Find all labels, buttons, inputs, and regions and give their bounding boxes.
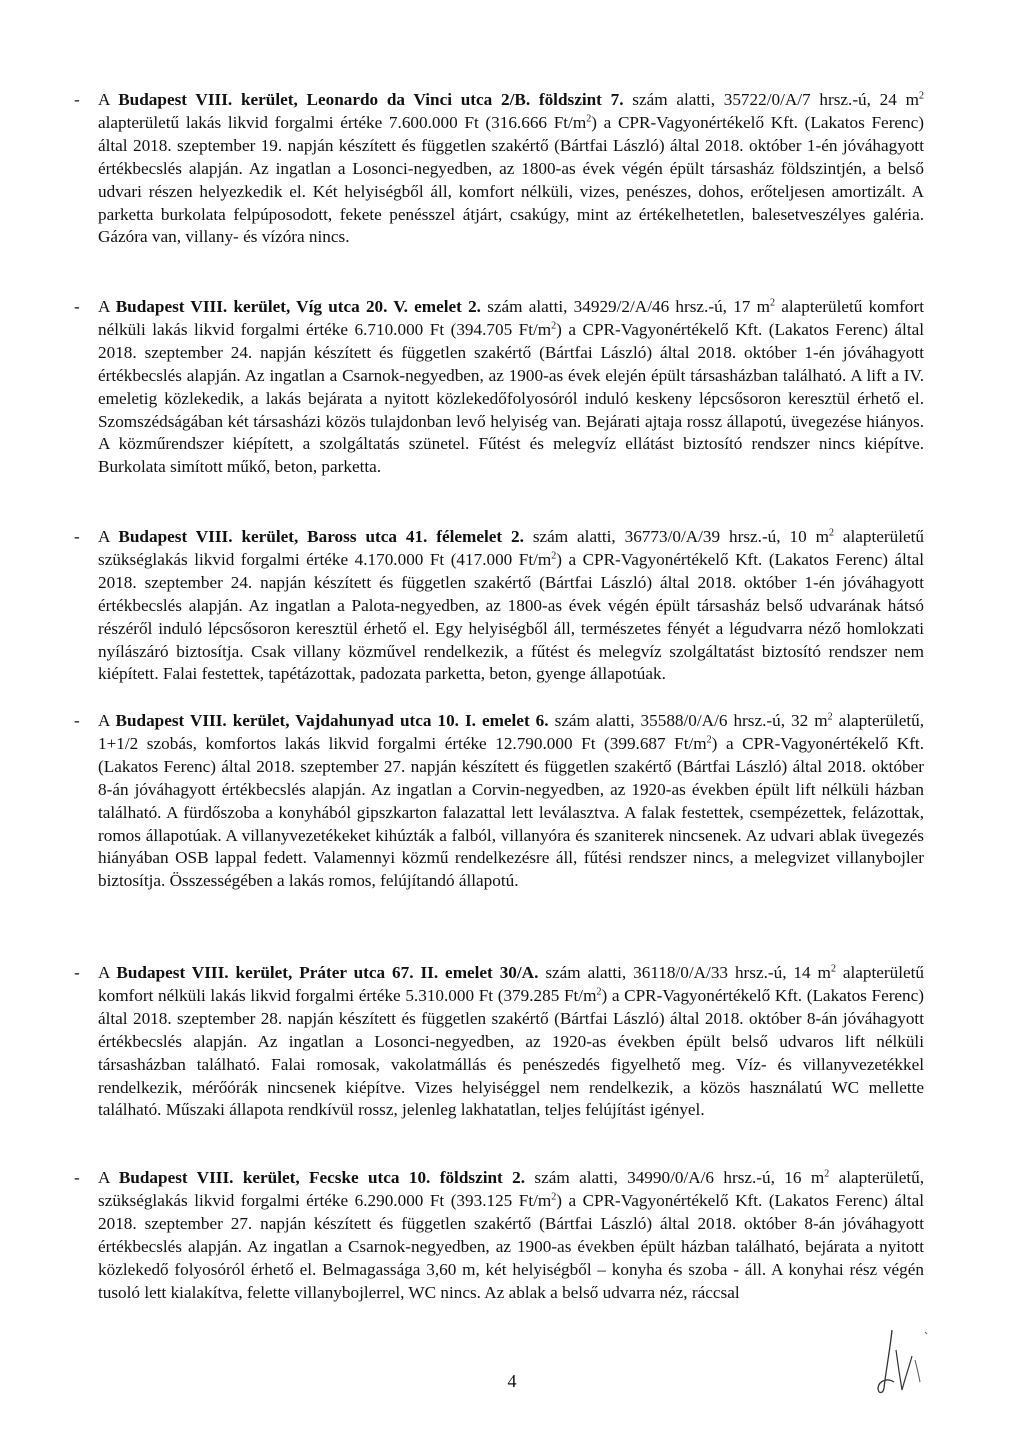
superscript: 2 <box>770 297 776 309</box>
entry-paragraph <box>98 1167 924 1304</box>
property-address: Budapest VIII. kerület, Leonardo da Vinci utca 2/B. földszint 7. <box>118 90 624 109</box>
entry-prefix: A <box>98 297 116 316</box>
entry-paragraph <box>98 526 924 686</box>
entry-text-part3: ) a CPR-Vagyonértékelő Kft. (Lakatos Ferenc) által 2018. szeptember 28. napján készített és független szakértő (Bártfai László) által 2018. október 8-án jóváhagyott értékbecslés alapján. Az ingatlan a Losonci-negyedben, az 1920-as években épült belső udvaros lift nélküli társasházban található. Falai romosak, vakolatmállás és penészedés figyelhető meg. Víz- és villanyvezetékkel rendelkezik, mérőórák nincsenek kiépítve. Vizes helyiséggel nem rendelkezik, a közös használatú WC mellette található. Műszaki állapota rendkívül rossz, jelenleg lakhatatlan, teljes felújítást igényel. <box>98 985 924 1120</box>
entry-text-part2: alapterületű lakás likvid forgalmi értéke 7.600.000 Ft (316.666 Ft/m <box>98 112 587 132</box>
entry-prefix: A <box>98 527 119 546</box>
entry-text-part2: alapterületű komfort nélküli lakás likvid forgalmi értéke 6.710.000 Ft (394.705 Ft/m <box>98 297 925 339</box>
entry-text-part1: szám alatti, 36118/0/A/33 hrsz.-ú, 14 m <box>538 963 831 982</box>
page-number: 4 <box>507 1371 517 1391</box>
property-entry <box>74 296 925 479</box>
superscript: 2 <box>824 1168 830 1180</box>
entry-paragraph <box>98 962 924 1122</box>
superscript: 2 <box>551 1191 557 1203</box>
entry-paragraph <box>98 710 924 893</box>
superscript: 2 <box>551 550 557 562</box>
superscript: 2 <box>596 986 602 998</box>
entry-text-part2: alapterületű komfort nélküli lakás likvid forgalmi értéke 5.310.000 Ft (379.285 Ft/m <box>98 963 924 1005</box>
superscript: 2 <box>827 711 833 723</box>
list-dash: - <box>74 711 80 730</box>
entry-text-part3: ) a CPR-Vagyonértékelő Kft. (Lakatos Ferenc) által 2018. szeptember 27. napján készített és független szakértő (Bártfai László) által 2018. október 8-án jóváhagyott értékbecslés alapján. Az ingatlan a Csarnok-negyedben, az 1900-as években épült házban található, bejárata a nyitott közlekedő folyosóról érhető el. Belmagassága 3,60 m, két helyiségből – konyha és szoba - áll. A konyhai rész végén tusoló lett kialakítva, felette villanybojlerrel, WC nincs. Az ablak a belső udvarra néz, ráccsal <box>98 1190 924 1302</box>
entry-text-part3: ) a CPR-Vagyonértékelő Kft. (Lakatos Ferenc) által 2018. szeptember 19. napján készített és független szakértő (Bártfai László) által 2018. október 1-én jóváhagyott értékbecslés alapján. Az ingatlan a Losonci-negyedben, az 1800-as évek végén épült társasház földszintjén, a belső udvari részen helyezkedik el. Két helyiségből áll, komfort nélküli, vizes, penészes, dohos, erőteljesen amortizált. A parketta burkolata felpúposodott, fekete penésszel átjárt, csakúgy, mint az értékelhetetlen, balesetveszélyes galéria. Gázóra van, villany- és vízóra nincs. <box>98 112 924 247</box>
entry-text-part2: alapterületű szükséglakás likvid forgalmi értéke 4.170.000 Ft (417.000 Ft/m <box>98 527 925 569</box>
entry-text-part1: szám alatti, 35588/0/A/6 hrsz.-ú, 32 m <box>548 711 828 730</box>
superscript: 2 <box>830 963 836 975</box>
property-entry <box>74 526 925 686</box>
entry-text-part2: alapterületű, szükséglakás likvid forgalmi értéke 6.290.000 Ft (393.125 Ft/m <box>98 1168 925 1210</box>
superscript: 2 <box>828 527 834 539</box>
property-address: Budapest VIII. kerület, Baross utca 41. félemelet 2. <box>118 527 524 546</box>
list-dash: - <box>74 527 80 546</box>
property-address: Budapest VIII. kerület, Fecske utca 10. földszint 2. <box>118 1168 526 1187</box>
superscript: 2 <box>551 320 557 332</box>
list-dash: - <box>74 90 80 109</box>
property-entry <box>74 962 924 1122</box>
entry-text-part1: szám alatti, 36773/0/A/39 hrsz.-ú, 10 m <box>523 527 829 546</box>
property-address: Budapest VIII. kerület, Vajdahunyad utca 10. I. emelet 6. <box>115 711 549 730</box>
entry-paragraph <box>98 296 924 479</box>
property-address: Budapest VIII. kerület, Víg utca 20. V. emelet 2. <box>115 297 481 316</box>
superscript: 2 <box>706 734 712 746</box>
entry-prefix: A <box>98 711 116 730</box>
property-entry <box>74 710 925 893</box>
property-address: Budapest VIII. kerület, Práter utca 67. II. emelet 30/A. <box>116 963 539 982</box>
property-entry <box>74 89 924 249</box>
entry-text-part1: szám alatti, 35722/0/A/7 hrsz.-ú, 24 m <box>623 90 919 109</box>
list-dash: - <box>74 963 80 982</box>
property-entry <box>74 1167 925 1304</box>
entry-text-part3: ) a CPR-Vagyonértékelő Kft. (Lakatos Ferenc) által 2018. szeptember 24. napján készített és független szakértő (Bártfai László) által 2018. október 1-én jóváhagyott értékbecslés alapján. Az ingatlan a Csarnok-negyedben, az 1900-as évek elején épült társasházban található. A lift a IV. emeletig közlekedik, a lakás bejárata a nyitott közlekedőfolyosóról induló keskeny lépcsősoron keresztül érhető el. Szomszédságában két társasházi közös tulajdonban levő helyiség van. Bejárati ajtaja rossz állapotú, üvegezése hiányos. A közműrendszer kiépített, a szolgáltatás szünetel. Fűtést és melegvíz ellátást biztosító rendszer nincs kiépítve. Burkolata simított műkő, beton, parketta. <box>98 319 925 477</box>
entry-prefix: A <box>98 963 117 982</box>
list-dash: - <box>74 297 80 316</box>
entry-text-part1: szám alatti, 34929/2/A/46 hrsz.-ú, 17 m <box>480 297 771 316</box>
entry-paragraph <box>98 89 924 249</box>
list-dash: - <box>74 1168 80 1187</box>
superscript: 2 <box>586 113 592 125</box>
entry-text-part3: ) a CPR-Vagyonértékelő Kft. (Lakatos Ferenc) által 2018. szeptember 27. napján készített és független szakértő (Bártfai László) által 2018. október 8-án jóváhagyott értékbecslés alapján. Az ingatlan a Corvin-negyedben, az 1920-as években épült lift nélküli házban található. A fürdőszoba a konyhából gipszkarton falazattal lett leválasztva. A falak festettek, csempézettek, felázottak, romos állapotúak. A villanyvezetékeket kihúzták a falból, villanyóra és szaniterek nincsenek. Az udvari ablak üvegezés hiányában OSB lappal fedett. Valamennyi közmű rendelkezésre áll, fűtési rendszer nincs, a melegvizet villanybojler biztosítja. Összességében a lakás romos, felújítandó állapotú. <box>98 733 924 891</box>
entry-text-part1: szám alatti, 34990/0/A/6 hrsz.-ú, 16 m <box>525 1168 825 1187</box>
superscript: 2 <box>919 90 924 102</box>
entry-text-part3: ) a CPR-Vagyonértékelő Kft. (Lakatos Ferenc) által 2018. szeptember 24. napján készített és független szakértő (Bártfai László) által 2018. október 1-én jóváhagyott értékbecslés alapján. Az ingatlan a Palota-negyedben, az 1800-as évek végén épült társasház belső udvarának hátsó részéről induló lépcsősoron keresztül érhető el. Egy helyiségből áll, természetes fényét a légudvarra néző homlokzati nyílászáró biztosítja. Csak villany közművel rendelkezik, a fűtést és melegvíz szolgáltatást biztosító rendszer nem kiépített. Falai festettek, tapétázottak, padozata parketta, beton, gyenge állapotúak. <box>98 549 924 684</box>
entry-prefix: A <box>98 90 119 109</box>
entry-text-part2: alapterületű, 1+1/2 szobás, komfortos lakás likvid forgalmi értéke 12.790.000 Ft (399.687 Ft/m <box>98 711 925 753</box>
entry-prefix: A <box>98 1168 119 1187</box>
